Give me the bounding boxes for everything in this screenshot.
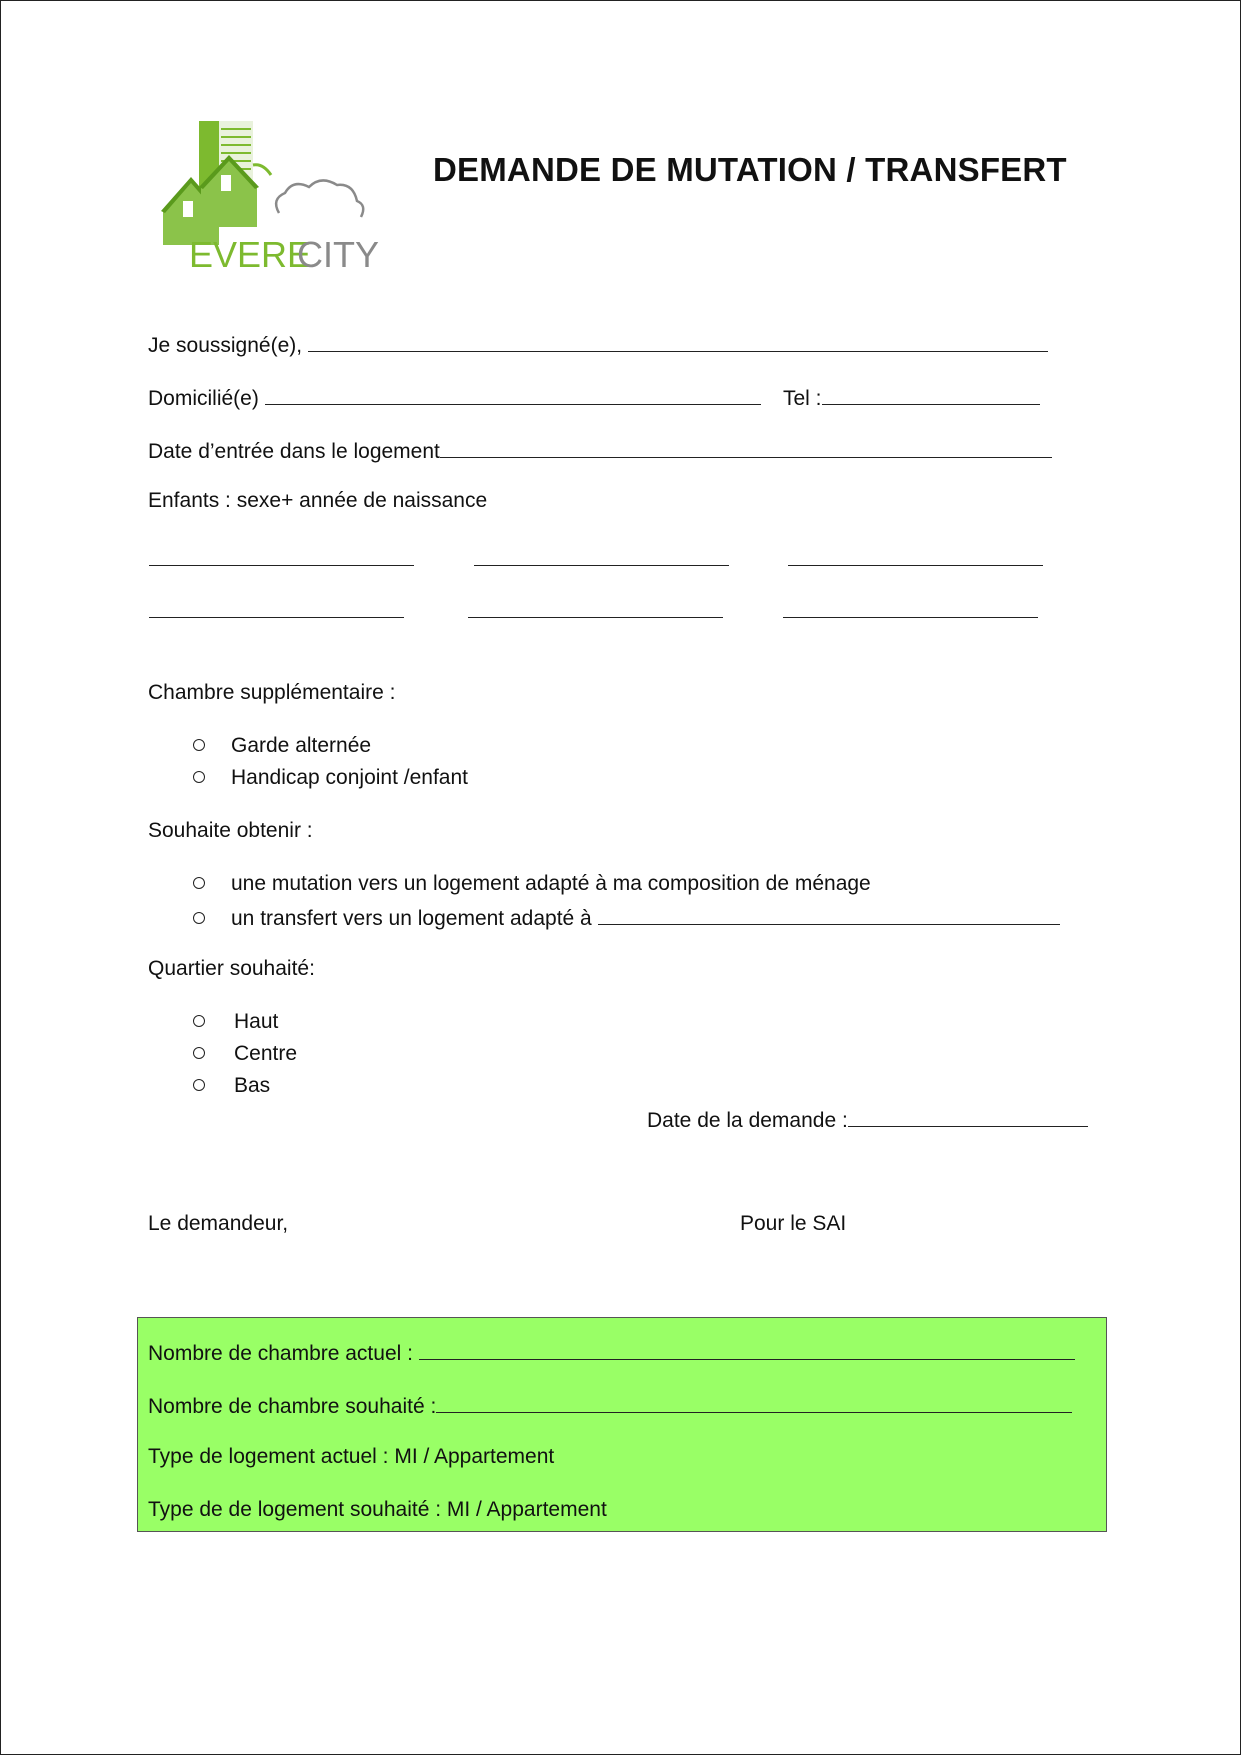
- date-demande-label: Date de la demande :: [647, 1109, 848, 1132]
- radio-circle-icon[interactable]: [193, 912, 205, 924]
- date-entree-row: [148, 435, 1052, 466]
- soussigne-label: Je soussigné(e),: [148, 334, 303, 357]
- everecity-logo: [161, 117, 411, 277]
- chambre-souhaite-label: Nombre de chambre souhaité :: [148, 1395, 437, 1418]
- domicilie-row: [148, 382, 761, 413]
- enfant-field-5[interactable]: [468, 595, 723, 618]
- enfants-label: Enfants : sexe+ année de naissance: [148, 489, 488, 512]
- chambre-souhaite-field[interactable]: [436, 1390, 1072, 1413]
- soussigne-field[interactable]: [308, 329, 1048, 352]
- date-entree-field[interactable]: [440, 435, 1052, 458]
- date-entree-label: Date d’entrée dans le logement: [148, 440, 440, 463]
- chambre-actuel-label: Nombre de chambre actuel :: [148, 1342, 413, 1365]
- option-handicap[interactable]: Handicap conjoint /enfant: [193, 764, 468, 792]
- domicilie-field[interactable]: [265, 382, 761, 405]
- radio-circle-icon[interactable]: [193, 1047, 205, 1059]
- radio-circle-icon[interactable]: [193, 1015, 205, 1027]
- option-bas[interactable]: Bas: [193, 1072, 270, 1100]
- option-centre[interactable]: Centre: [193, 1040, 297, 1068]
- tel-label: Tel :: [783, 387, 822, 410]
- radio-circle-icon[interactable]: [193, 1079, 205, 1091]
- chambre-souhaite-row: [148, 1390, 1072, 1421]
- chambre-actuel-row: [148, 1337, 1075, 1368]
- radio-circle-icon[interactable]: [193, 877, 205, 889]
- enfant-field-2[interactable]: [474, 543, 729, 566]
- logo-text-evere: EVERE: [189, 234, 312, 275]
- type-souhaite-label: Type de de logement souhaité : MI / Appartement: [148, 1498, 607, 1521]
- demandeur-label: Le demandeur,: [148, 1212, 289, 1235]
- sai-label: Pour le SAI: [740, 1212, 847, 1235]
- enfant-field-4[interactable]: [149, 595, 404, 618]
- tel-row: [783, 382, 1040, 413]
- domicilie-label: Domicilié(e): [148, 387, 259, 410]
- enfant-field-1[interactable]: [149, 543, 414, 566]
- type-actuel-label: Type de logement actuel : MI / Appartement: [148, 1445, 555, 1468]
- option-garde-alternee[interactable]: Garde alternée: [193, 732, 371, 760]
- option-transfert[interactable]: un transfert vers un logement adapté à: [193, 902, 1060, 933]
- chambre-actuel-field[interactable]: [419, 1337, 1075, 1360]
- radio-circle-icon[interactable]: [193, 739, 205, 751]
- date-demande-row: [647, 1104, 1088, 1135]
- radio-circle-icon[interactable]: [193, 771, 205, 783]
- option-mutation[interactable]: une mutation vers un logement adapté à ma composition de ménage: [193, 870, 871, 898]
- transfert-field[interactable]: [598, 902, 1060, 925]
- logo-text-city: CITY: [297, 234, 380, 275]
- enfant-field-3[interactable]: [788, 543, 1043, 566]
- enfant-field-6[interactable]: [783, 595, 1038, 618]
- option-haut[interactable]: Haut: [193, 1008, 278, 1036]
- chambre-sup-label: Chambre supplémentaire :: [148, 681, 396, 704]
- page-title: DEMANDE DE MUTATION / TRANSFERT: [433, 151, 1067, 188]
- souhaite-label: Souhaite obtenir :: [148, 819, 313, 842]
- date-demande-field[interactable]: [848, 1104, 1088, 1127]
- soussigne-row: [148, 329, 1048, 360]
- tel-field[interactable]: [822, 382, 1040, 405]
- quartier-label: Quartier souhaité:: [148, 957, 315, 980]
- logo-graphic-icon: [161, 117, 411, 277]
